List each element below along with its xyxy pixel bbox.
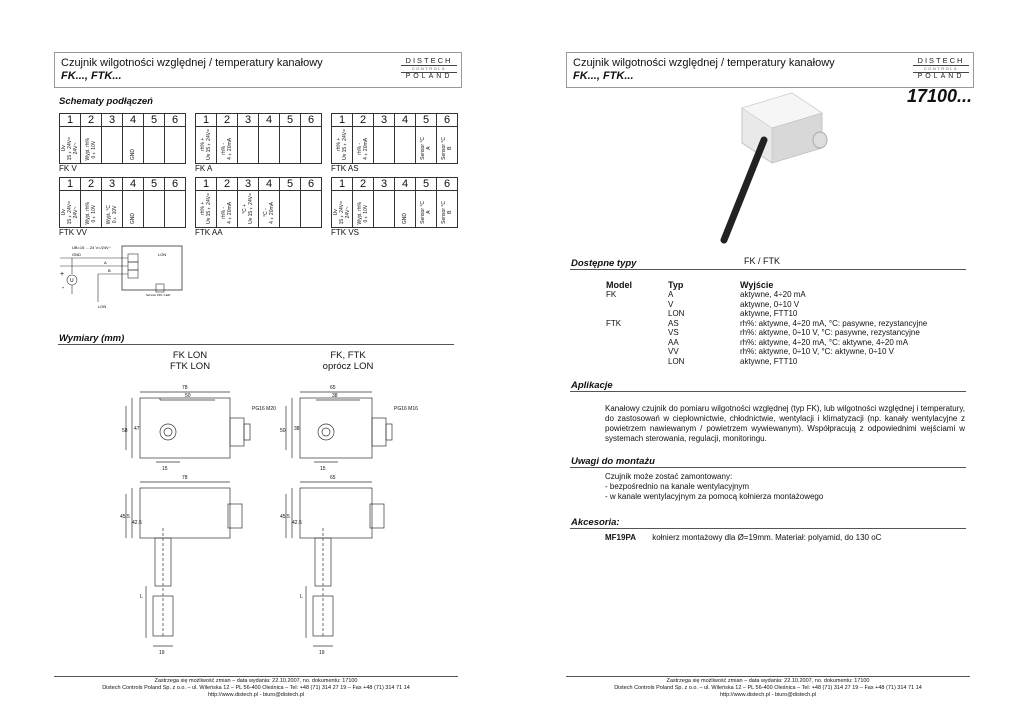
dim-h-inner-r: 38 xyxy=(294,426,300,432)
terminal-number: 2 xyxy=(353,178,374,191)
terminal-number: 5 xyxy=(416,114,437,127)
wiring-table xyxy=(195,177,322,228)
wiring-table xyxy=(331,113,458,164)
header-subtitle: FK..., FTK... xyxy=(61,70,122,82)
terminal-number: 5 xyxy=(416,178,437,191)
cell-out: aktywne, 0÷10 V xyxy=(740,299,800,309)
wiring-table-label: FK V xyxy=(59,164,77,173)
dim-right-title: FK, FTK oprócz LON xyxy=(322,350,374,372)
terminal-function: rh% - 4÷20mA xyxy=(353,127,374,164)
wiring-table-label: FTK VS xyxy=(331,228,360,237)
terminal-function: Sensor °C B xyxy=(437,191,458,228)
wiring-table-label: FTK AA xyxy=(195,228,223,237)
terminal-function xyxy=(144,127,165,164)
terminal-function xyxy=(259,127,280,164)
terminal-number: 6 xyxy=(437,114,458,127)
dim-h-outer-r: 50 xyxy=(280,428,286,434)
header-title: Czujnik wilgotności względnej / temperatury kanałowy xyxy=(573,57,835,69)
terminal-number: 2 xyxy=(217,178,238,191)
cell-typ: LON xyxy=(668,309,685,318)
dim-pg-left: 15 xyxy=(162,466,168,472)
terminal-function xyxy=(374,127,395,164)
dim-len-right: L xyxy=(300,594,303,600)
wiring-table xyxy=(59,113,186,164)
types-table xyxy=(606,279,927,366)
dimension-drawings xyxy=(120,378,420,668)
cell-typ: A xyxy=(668,290,674,299)
distech-logo: DISTECH CONTROLS POLAND xyxy=(401,56,457,84)
terminal-number: 2 xyxy=(353,114,374,127)
col-typ: Typ xyxy=(668,279,684,290)
terminal-function: Uv 15÷24V= 24V~ xyxy=(60,127,81,164)
terminal-number: 4 xyxy=(395,178,416,191)
header-box xyxy=(566,52,974,88)
schemes-title: Schematy podłączeń xyxy=(59,96,153,107)
table-row xyxy=(606,328,927,338)
terminal-number: 4 xyxy=(123,114,144,127)
sensor-product-image xyxy=(702,88,842,248)
terminal-function: °C - 4÷20mA xyxy=(259,191,280,228)
service-pin-label: Service PIN / LED xyxy=(146,293,171,297)
right-page xyxy=(512,0,1024,724)
cell-model xyxy=(606,309,668,319)
terminal-function: rh% + Uv 15÷24V= xyxy=(332,127,353,164)
terminal-function xyxy=(301,191,322,228)
terminal-function: Wyjś. rh% 0÷10V xyxy=(353,191,374,228)
dim-dia-right: 19 xyxy=(319,650,325,656)
cell-model: FTK xyxy=(606,318,622,328)
terminal-number: 2 xyxy=(81,114,102,127)
cell-typ: VS xyxy=(668,328,679,337)
terminal-number: 4 xyxy=(123,178,144,191)
terminal-function xyxy=(301,127,322,164)
dim-front-left: 78 xyxy=(182,475,188,481)
terminal-function xyxy=(102,127,123,164)
dim-h-outer: 58 xyxy=(122,428,128,434)
terminal-function: Wyjś. rh% 0÷10V xyxy=(81,127,102,164)
cell-out: aktywne, 4÷20 mA xyxy=(740,290,806,299)
cell-typ: V xyxy=(668,299,674,309)
dim-h-inner: 47 xyxy=(134,426,140,432)
terminal-number: 5 xyxy=(144,114,165,127)
u-label: U xyxy=(70,278,74,284)
terminal-number: 6 xyxy=(301,114,322,127)
terminal-number: 4 xyxy=(259,114,280,127)
lon-wiring-diagram xyxy=(58,244,188,310)
footer: Zastrzega się możliwość zmian – data wydania: 22.10.2007, no. dokumentu: 17100 Distech Controls Poland Sp. z o.o. – ul. Wileńska 12 – PL 56-400 Oleśnica – Tel: +48 (71) 314 27 19 – Fax +48 (71) 314 71 14 http://www.distech.pl - biuro@distech.pl xyxy=(566,676,970,699)
acc-code: MF19PA xyxy=(605,533,636,542)
terminal-number: 3 xyxy=(238,178,259,191)
divider xyxy=(570,269,966,270)
divider xyxy=(570,391,966,392)
wiring-table-label: FK A xyxy=(195,164,213,173)
model-number: 17100... xyxy=(906,86,972,106)
terminal-number: 1 xyxy=(332,114,353,127)
table-row xyxy=(606,319,927,329)
mount-title: Uwagi do montażu xyxy=(571,456,655,467)
dim-pg-right: 15 xyxy=(320,466,326,472)
a-label: A xyxy=(104,260,107,265)
lon-label-1: LON xyxy=(158,252,167,257)
terminal-function: Uv 15÷24V= 24V~ xyxy=(60,191,81,228)
plus-label: + xyxy=(60,271,65,278)
terminal-function xyxy=(395,127,416,164)
b-label: B xyxy=(108,268,111,273)
terminal-function: Uv 15÷24V= 24V~ xyxy=(332,191,353,228)
divider xyxy=(570,467,966,468)
terminal-number: 3 xyxy=(102,178,123,191)
terminal-function xyxy=(280,191,301,228)
dim-fh1-right: 45.5 xyxy=(280,514,290,520)
cell-model xyxy=(606,338,668,348)
terminal-number: 4 xyxy=(259,178,280,191)
minus-label: - xyxy=(62,285,65,292)
terminal-number: 1 xyxy=(196,178,217,191)
terminal-number: 1 xyxy=(60,178,81,191)
wiring-table xyxy=(331,177,458,228)
terminal-number: 1 xyxy=(332,178,353,191)
cell-out: aktywne, FTT10 xyxy=(740,356,798,366)
app-title: Aplikacje xyxy=(571,380,613,391)
table-row xyxy=(606,347,927,357)
gnd-label: GND xyxy=(72,252,81,257)
wiring-table-label: FTK AS xyxy=(331,164,359,173)
table-row xyxy=(606,338,927,348)
terminal-function xyxy=(280,127,301,164)
terminal-number: 5 xyxy=(144,178,165,191)
dim-dia-left: 19 xyxy=(159,650,165,656)
terminal-number: 1 xyxy=(60,114,81,127)
cell-out: aktywne, FTT10 xyxy=(740,309,798,318)
acc-row xyxy=(605,533,881,543)
cell-model xyxy=(606,357,668,367)
terminal-function xyxy=(238,127,259,164)
terminal-number: 2 xyxy=(217,114,238,127)
terminal-number: 3 xyxy=(238,114,259,127)
header-subtitle: FK..., FTK... xyxy=(573,70,634,82)
lon-label-2: LON xyxy=(98,304,107,309)
terminal-number: 6 xyxy=(301,178,322,191)
cell-typ: AA xyxy=(668,337,679,347)
acc-title: Akcesoria: xyxy=(571,517,620,528)
cell-out: rh%: aktywne, 4÷20 mA, °C: aktywne, 4÷20 mA xyxy=(740,337,909,347)
cell-out: rh%: aktywne, 4÷20 mA, °C: pasywne, rezystancyjne xyxy=(740,318,928,328)
table-row xyxy=(606,290,927,300)
footer: Zastrzega się możliwość zmian – data wydania: 22.10.2007, no. dokumentu: 17100 Distech Controls Poland Sp. z o.o. – ul. Wileńska 12 – PL 56-400 Oleśnica – Tel: +48 (71) 314 27 19 – Fax +48 (71) 314 71 14 http://www.distech.pl - biuro@distech.pl xyxy=(54,676,458,699)
terminal-number: 6 xyxy=(165,178,186,191)
terminal-function: Sensor °C A xyxy=(416,191,437,228)
cell-model xyxy=(606,328,668,338)
cell-typ: VV xyxy=(668,347,679,356)
dimensions-title: Wymiary (mm) xyxy=(59,333,125,344)
distech-logo: DISTECH CONTROLS POLAND xyxy=(913,56,969,84)
terminal-function: rh% - 4÷20mA xyxy=(217,127,238,164)
col-model: Model xyxy=(606,279,632,290)
cell-out: rh%: aktywne, 0÷10 V, °C: aktywne, 0÷10 V xyxy=(740,347,894,356)
dim-len-left: L xyxy=(140,594,143,600)
terminal-function: Sensor °C A xyxy=(416,127,437,164)
terminal-function: rh% + Uv 15÷24V= xyxy=(196,127,217,164)
types-caption: FK / FTK xyxy=(744,256,780,266)
dim-fh1-left: 45.5 xyxy=(120,514,130,520)
cell-model: FK xyxy=(606,290,617,299)
dim-fh2-right: 42.5 xyxy=(292,520,302,526)
header-box xyxy=(54,52,462,88)
dim-fh2-left: 42.5 xyxy=(132,520,142,526)
terminal-number: 4 xyxy=(395,114,416,127)
terminal-function: GND xyxy=(395,191,416,228)
dim-left-title: FK LON FTK LON xyxy=(169,350,211,372)
terminal-number: 1 xyxy=(196,114,217,127)
dim-gland-right: PG16 M16 xyxy=(394,406,418,412)
terminal-number: 3 xyxy=(374,114,395,127)
terminal-function xyxy=(165,191,186,228)
app-text: Kanałowy czujnik do pomiaru wilgotności względnej (typ FK), lub wilgotności względnej i temperatury, do zastosowań w ciepłownictwie, chłodnictwie, wentylacji i klimatyzacji (np. kanały wentylacyjne z powietrzem nawiewanym / powietrzem wywiewanym). Współpracują z odpowiednimi wejściami w systemach sterowania, regulacji, monitoringu. xyxy=(605,404,965,443)
wiring-table-label: FTK VV xyxy=(59,228,88,237)
terminal-function: GND xyxy=(123,127,144,164)
divider xyxy=(570,528,966,529)
terminal-function: GND xyxy=(123,191,144,228)
terminal-function: Wyjś. °C 0÷10V xyxy=(102,191,123,228)
table-row xyxy=(606,309,927,319)
terminal-function: rh% + Uv 15÷24V= xyxy=(196,191,217,228)
supply-label: UB=15 ... 24 V=/24V~ xyxy=(72,245,112,250)
terminal-number: 3 xyxy=(374,178,395,191)
cell-typ: LON xyxy=(668,356,685,366)
divider xyxy=(58,344,454,345)
header-title: Czujnik wilgotności względnej / temperatury kanałowy xyxy=(61,57,323,69)
terminal-function xyxy=(374,191,395,228)
terminal-number: 6 xyxy=(437,178,458,191)
terminal-number: 2 xyxy=(81,178,102,191)
terminal-number: 3 xyxy=(102,114,123,127)
dim-inner-left: 50 xyxy=(185,393,191,399)
terminal-function xyxy=(165,127,186,164)
terminal-number: 5 xyxy=(280,114,301,127)
acc-text: kołnierz montażowy dla Ø=19mm. Materiał: polyamid, do 130 oC xyxy=(652,533,882,542)
wiring-table xyxy=(59,177,186,228)
terminal-function xyxy=(144,191,165,228)
dim-w-right: 65 xyxy=(330,385,336,391)
types-title: Dostępne typy xyxy=(571,258,637,269)
table-row xyxy=(606,300,927,310)
cell-model xyxy=(606,347,668,357)
dim-front-right: 65 xyxy=(330,475,336,481)
terminal-function: Wyjś. rh% 0÷10V xyxy=(81,191,102,228)
dim-w-left: 78 xyxy=(182,385,188,391)
cell-model xyxy=(606,300,668,310)
terminal-function: Sensor °C B xyxy=(437,127,458,164)
cell-out: rh%: aktywne, 0÷10 V, °C: pasywne, rezystancyjne xyxy=(740,328,920,337)
dim-inner-right: 38 xyxy=(332,393,338,399)
dim-gland-left: PG16 M20 xyxy=(252,406,276,412)
terminal-number: 5 xyxy=(280,178,301,191)
col-output: Wyjście xyxy=(740,279,774,290)
table-row xyxy=(606,357,927,367)
wiring-table xyxy=(195,113,322,164)
terminal-function: rh% - 4÷20mA xyxy=(217,191,238,228)
mount-text: Czujnik może zostać zamontowany: - bezpośrednio na kanale wentylacyjnym - w kanale wentylacyjnym za pomocą kołnierza montażowego xyxy=(605,472,824,501)
terminal-number: 6 xyxy=(165,114,186,127)
terminal-function: °C + Uv 15÷24V= xyxy=(238,191,259,228)
cell-typ: AS xyxy=(668,318,679,328)
